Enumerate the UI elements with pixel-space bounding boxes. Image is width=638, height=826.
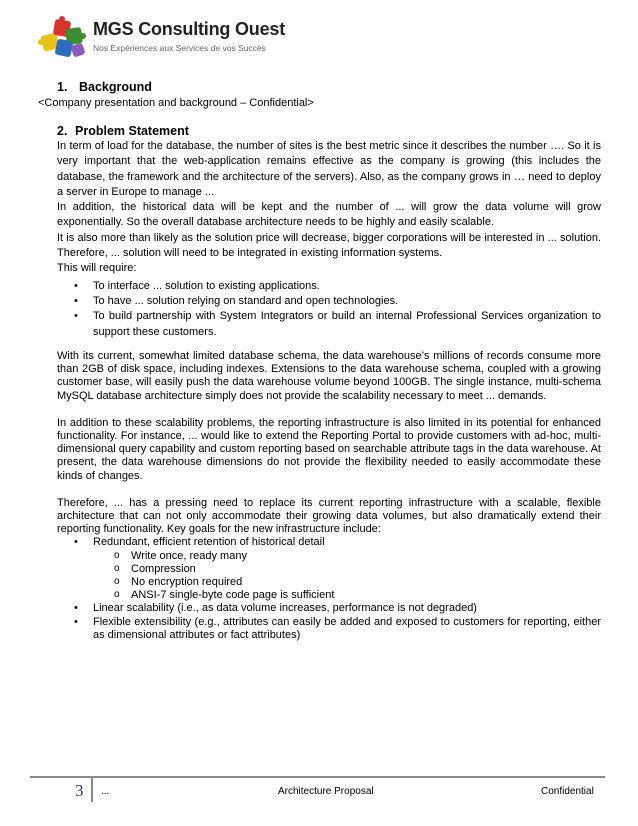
- footer-left-text: ...: [101, 786, 110, 797]
- company-tagline: Nos Expériences aux Services de vos Succès: [93, 43, 266, 53]
- paragraph: With its current, somewhat limited database schema, the data warehouse’s millions of records consume more than 2GB of disk space, including indexes. Extensions to the data warehouse schema, coupled with a growing customer base, will easily push the data warehouse volume beyond 100GB. The single instance, multi-schema MySQL database architecture simply does not provide the scalability necessary to meet ... demands.: [57, 350, 601, 402]
- footer-title: Architecture Proposal: [278, 786, 374, 797]
- list-item: • Redundant, efficient retention of historical detail o Write once, ready many o Compression o No encryption required o ANSI-7 single-byte code page is sufficient: [57, 536, 601, 602]
- sub-list: [57, 550, 601, 603]
- section-heading-background: 1. Background: [57, 80, 152, 94]
- paragraph: In addition to these scalability problems, the reporting infrastructure is also limited in its potential for enhanced functionality. For instance, ... would like to extend the Reporting Portal to provide customers with ad-hoc, multi-dimensional query capability and custom reporting based on searchable attribute tags in the data warehouse. At present, the data warehouse dimensions do not provide the flexibility needed to easily accommodate these kinds of changes.: [57, 416, 601, 482]
- puzzle-logo-icon: [36, 14, 94, 66]
- company-name: MGS Consulting Ouest: [93, 19, 285, 39]
- background-placeholder: <Company presentation and background – Confidential>: [38, 97, 314, 109]
- sub-list-item: o ANSI-7 single-byte code page is sufficient: [57, 589, 601, 602]
- problem-statement-body: [57, 139, 601, 340]
- paragraph: This will require:: [57, 262, 137, 275]
- sub-list-item: o Write once, ready many: [57, 550, 601, 563]
- list-item: • To have ... solution relying on standard and open technologies.: [57, 294, 601, 309]
- list-item: • Linear scalability (i.e., as data volume increases, performance is not degraded): [57, 602, 601, 615]
- paragraph: Therefore, ... has a pressing need to replace its current reporting infrastructure with a scalable, flexible architecture that can not only accommodate their growing data volumes, but also dramatically extend their reporting functionality. Key goals for the new infrastructure include:: [57, 496, 601, 536]
- paragraph: In addition, the historical data will be kept and the number of ... will grow the data volume will grow exponentially. So the overall database architecture needs to be highly and easily scalable.: [57, 201, 601, 229]
- requirements-list: [57, 279, 601, 340]
- analysis-body: [57, 350, 601, 642]
- goals-list: [57, 536, 601, 642]
- footer-separator: [91, 778, 93, 802]
- footer-divider: [30, 776, 605, 778]
- sub-list-item: o Compression: [57, 563, 601, 576]
- list-item: • To interface ... solution to existing applications.: [57, 279, 601, 294]
- paragraph: In term of load for the database, the number of sites is the best metric since it describes the number …. So it is very important that the web-application remains effective as the company is growing (this includes the database, the framework and the architecture of the servers). Also, as the company grows in … need to deploy a server in Europe to manage ...: [57, 140, 601, 198]
- section-heading-problem: 2. Problem Statement: [57, 124, 189, 138]
- sub-list-item: o No encryption required: [57, 576, 601, 589]
- list-item: • To build partnership with System Integrators or build an internal Professional Services organization to support these customers.: [57, 309, 601, 340]
- list-item: • Flexible extensibility (e.g., attributes can easily be added and exposed to customers for reporting, either as dimensional attributes or fact attributes): [57, 616, 601, 642]
- footer-classification: Confidential: [541, 786, 594, 797]
- paragraph: It is also more than likely as the solution price will decrease, bigger corporations will be interested in ... solution. Therefore, ... solution will need to be integrated in existing information systems.: [57, 231, 601, 260]
- page-number: 3: [75, 781, 84, 800]
